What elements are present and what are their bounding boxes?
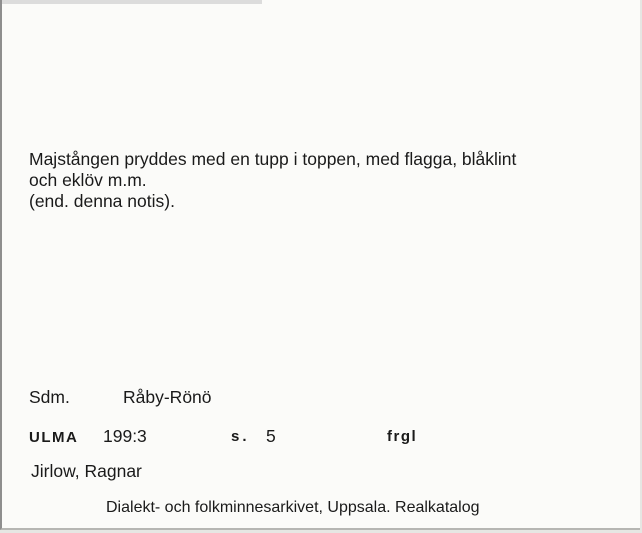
province: Sdm. — [29, 387, 70, 407]
category-code: frgl — [387, 428, 418, 445]
author: Jirlow, Ragnar — [31, 461, 142, 481]
note-text: Majstången pryddes med en tupp i toppen, med flagga, blåklint och eklöv m.m. (end. denna notis). — [29, 149, 517, 211]
reference-number: 199:3 — [103, 426, 147, 446]
location-row — [29, 387, 212, 408]
card-footer: Dialekt- och folkminnesarkivet, Uppsala. Realkatalog — [106, 499, 480, 516]
place-name: Råby-Rönö — [123, 387, 212, 407]
card-top-edge — [2, 0, 262, 4]
page-label: s. — [231, 428, 250, 445]
reference-row — [29, 426, 418, 448]
archive-code: ULMA — [29, 429, 79, 446]
page-number: 5 — [266, 426, 276, 446]
